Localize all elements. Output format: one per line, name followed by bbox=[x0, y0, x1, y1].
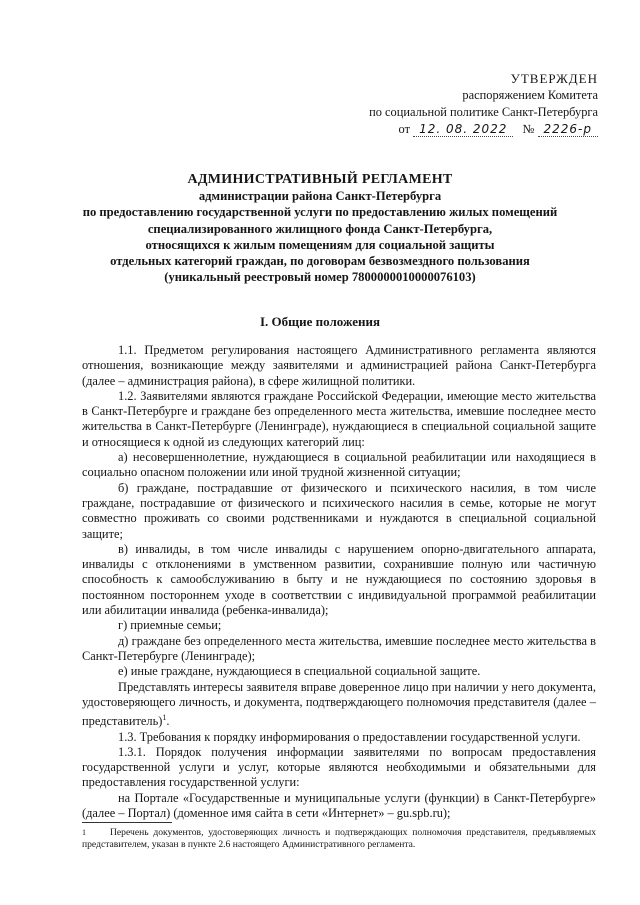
approval-line-1: распоряжением Комитета bbox=[462, 88, 598, 102]
regulation-title bbox=[70, 172, 570, 285]
title-line-6: (уникальный реестровый номер 7800000010000076103) bbox=[164, 270, 476, 285]
footnote-text: Перечень документов, удостоверяющих личность и подтверждающих полномочия представителя, предъявляемых представителем, указан в пункте 2.6 настоящего Административного регламента. bbox=[82, 827, 596, 850]
approved-heading: УТВЕРЖДЕН bbox=[510, 71, 598, 86]
footnote-number: 1 bbox=[82, 828, 86, 837]
paragraph-representative: Представлять интересы заявителя вправе доверенное лицо при наличии у него документа, удостоверяющего личность, и документа, подтверждающего полномочия представителя (далее – представитель)$^1$. bbox=[82, 679, 596, 729]
section-title: I. Общие положения bbox=[260, 314, 380, 329]
list-item-d: д) граждане без определенного места жительства, имевшие последнее место жительства в Санкт-Петербурге (Ленинграде); bbox=[82, 633, 596, 663]
paragraph-1-1: 1.1. Предметом регулирования настоящего Административного регламента являются отношения, возникающие между заявителями и администрацией района Санкт-Петербурга (далее – администрация района), в сфере жилищной политики. bbox=[82, 343, 596, 388]
approval-stamp bbox=[338, 70, 598, 138]
footnote-divider bbox=[82, 822, 172, 823]
handwritten-number: 2226-р bbox=[538, 122, 599, 137]
title-line-2: по предоставлению государственной услуги по предоставлению жилых помещений bbox=[82, 205, 558, 220]
paragraph-1-3: 1.3. Требования к порядку информирования о предоставлении государственной услуги. bbox=[118, 729, 581, 744]
footnote-ref: 1 bbox=[162, 713, 167, 723]
title-main: АДМИНИСТРАТИВНЫЙ РЕГЛАМЕНТ bbox=[187, 172, 453, 187]
handwritten-date: 12. 08. 2022 bbox=[413, 122, 513, 137]
paragraph-portal: на Портале «Государственные и муниципальные услуги (функции) в Санкт-Петербурге» (далее – Портал) (доменное имя сайта в сети «Интернет» – gu.spb.ru); bbox=[82, 790, 596, 821]
list-item-v: в) инвалиды, в том числе инвалиды с нарушением опорно-двигательного аппарата, инвалиды с отклонениями в умственном развитии, сохранившие полную или частичную способность к самообслуживанию в быту и не нуждающиеся по состоянию здоровья в постоянном постороннем уходе в соответствии с индивидуальной программой реабилитации или абилитации инвалида (ребенка-инвалида); bbox=[82, 541, 596, 618]
paragraph-1-3-1: 1.3.1. Порядок получения информации заявителями по вопросам предоставления государственной услуги и услуг, которые являются необходимыми и обязательными для предоставления государственной услуги: bbox=[82, 744, 596, 790]
approval-date-number bbox=[338, 121, 598, 138]
list-item-e: е) иные граждане, нуждающиеся в специальной социальной защите. bbox=[118, 664, 481, 679]
footnote bbox=[82, 827, 596, 851]
title-line-1: администрации района Санкт-Петербурга bbox=[198, 189, 442, 204]
section-body bbox=[82, 343, 596, 821]
list-item-a: а) несовершеннолетние, нуждающиеся в социальной реабилитации или находящиеся в социально опасном положении или иной трудной жизненной ситуации; bbox=[82, 450, 596, 480]
list-item-b: б) граждане, пострадавшие от физического и психического насилия, в том числе граждане, пострадавшие от физического и психического насилия в семье, которые не могут совместно проживать со своими родственниками и нуждаются в специальной социальной защите; bbox=[82, 480, 596, 541]
date-label: от bbox=[398, 122, 410, 136]
paragraph-1-2: 1.2. Заявителями являются граждане Российской Федерации, имеющие место жительства в Санкт-Петербурге и граждане без определенного места жительства, имевшие последнее место жительства в Санкт-Петербурге (Ленинграде), нуждающиеся в специальной социальной защите и относящиеся к одной из следующих категорий лиц: bbox=[82, 388, 596, 449]
representative-text: Представлять интересы заявителя вправе доверенное лицо при наличии у него документа, удостоверяющего личность, и документа, подтверждающего полномочия представителя (далее – представитель) bbox=[82, 679, 596, 729]
approval-line-2: по социальной политике Санкт-Петербурга bbox=[369, 105, 598, 119]
title-line-5: отдельных категорий граждан, по договорам безвозмездного пользования bbox=[110, 254, 530, 269]
list-item-g: г) приемные семьи; bbox=[118, 618, 222, 633]
number-label: № bbox=[522, 122, 535, 136]
title-line-3: специализированного жилищного фонда Санкт-Петербурга, bbox=[147, 221, 493, 236]
title-line-4: относящихся к жилым помещениям для социальной защиты bbox=[145, 237, 495, 252]
